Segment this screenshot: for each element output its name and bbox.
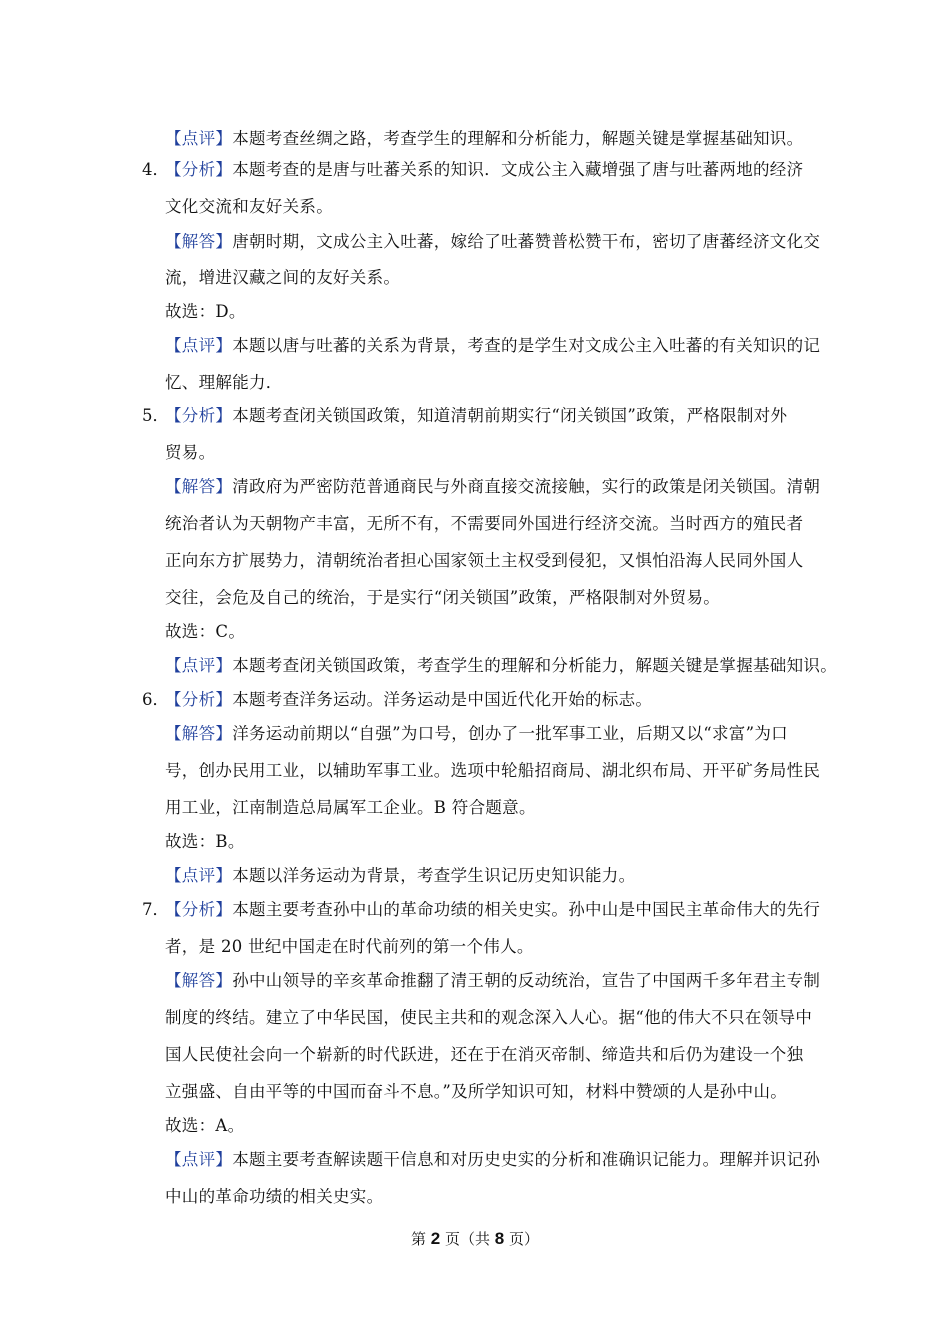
question-number: 5． xyxy=(142,406,169,425)
text-line xyxy=(165,587,720,609)
text-line xyxy=(165,335,820,357)
text-line xyxy=(165,267,400,289)
text-line xyxy=(165,655,837,677)
text-line xyxy=(165,1081,787,1103)
text-line xyxy=(165,231,820,253)
line-text: 统治者认为天朝物产丰富，无所不有，不需要同外国进行经济交流。当时西方的殖民者 xyxy=(165,514,804,533)
line-text: 本题主要考查孙中山的革命功绩的相关史实。孙中山是中国民主革命伟大的先行 xyxy=(232,900,821,919)
text-line xyxy=(165,1186,383,1208)
text-line xyxy=(165,689,652,711)
line-text: 洋务运动前期以“自强”为口号，创办了一批军事工业，后期又以“求富”为口 xyxy=(232,724,788,743)
line-text: 本题考查闭关锁国政策，知道清朝前期实行“闭关锁国”政策，严格限制对外 xyxy=(232,406,788,425)
text-line xyxy=(165,550,803,572)
text-line xyxy=(165,831,245,853)
text-line xyxy=(165,372,283,394)
analysis-tag: 【分析】 xyxy=(165,900,233,919)
line-text: 故选：A。 xyxy=(165,1116,245,1135)
line-text: 中山的革命功绩的相关史实。 xyxy=(165,1187,384,1206)
line-text: 孙中山领导的辛亥革命推翻了清王朝的反动统治，宣告了中国两千多年君主专制 xyxy=(232,971,821,990)
text-line xyxy=(165,723,788,745)
answer-tag: 【解答】 xyxy=(165,971,233,990)
line-text: 本题考查丝绸之路，考查学生的理解和分析能力，解题关键是掌握基础知识。 xyxy=(232,129,804,148)
answer-tag: 【解答】 xyxy=(165,724,233,743)
text-line xyxy=(165,797,536,819)
line-text: 本题考查的是唐与吐蕃关系的知识．文成公主入藏增强了唐与吐蕃两地的经济 xyxy=(232,160,804,179)
answer-tag: 【解答】 xyxy=(165,477,233,496)
footer-middle: 页（共 xyxy=(440,1230,495,1248)
line-text: 国人民使社会向一个崭新的时代跃进，还在于在消灭帝制、缔造共和后仍为建设一个独 xyxy=(165,1045,804,1064)
text-line xyxy=(165,1007,812,1029)
comment-tag: 【点评】 xyxy=(165,1150,233,1169)
page-total: 8 xyxy=(494,1229,505,1248)
text-line xyxy=(165,128,803,150)
text-line xyxy=(165,621,245,643)
analysis-tag: 【分析】 xyxy=(165,160,233,179)
text-line xyxy=(165,760,820,782)
line-text: 本题以洋务运动为背景，考查学生识记历史知识能力。 xyxy=(232,866,636,885)
analysis-tag: 【分析】 xyxy=(165,406,233,425)
line-text: 唐朝时期，文成公主入吐蕃，嫁给了吐蕃赞普松赞干布，密切了唐蕃经济文化交 xyxy=(232,232,821,251)
line-text: 忆、理解能力． xyxy=(165,373,283,392)
question-number: 4． xyxy=(142,160,169,179)
line-text: 者，是 20 世纪中国走在时代前列的第一个伟人。 xyxy=(165,937,534,956)
footer-suffix: 页） xyxy=(504,1230,540,1248)
text-line xyxy=(165,936,534,958)
line-text: 交往，会危及自己的统治，于是实行“闭关锁国”政策，严格限制对外贸易。 xyxy=(165,588,721,607)
analysis-tag: 【分析】 xyxy=(165,690,233,709)
footer-prefix: 第 xyxy=(410,1230,431,1248)
line-text: 本题考查闭关锁国政策，考查学生的理解和分析能力，解题关键是掌握基础知识。 xyxy=(232,656,838,675)
text-line xyxy=(165,1115,244,1137)
page-number: 2 xyxy=(430,1229,441,1248)
line-text: 用工业，江南制造总局属军工企业。B 符合题意。 xyxy=(165,798,536,817)
comment-tag: 【点评】 xyxy=(165,656,233,675)
line-text: 正向东方扩展势力，清朝统治者担心国家领土主权受到侵犯，又惧怕沿海人民同外国人 xyxy=(165,551,804,570)
text-line xyxy=(165,513,803,535)
text-line xyxy=(165,970,820,992)
line-text: 本题主要考查解读题干信息和对历史史实的分析和准确识记能力。理解并识记孙 xyxy=(232,1150,821,1169)
line-text: 故选：C。 xyxy=(165,622,246,641)
question-number: 6． xyxy=(142,690,169,709)
line-text: 清政府为严密防范普通商民与外商直接交流接触，实行的政策是闭关锁国。清朝 xyxy=(232,477,821,496)
comment-tag: 【点评】 xyxy=(165,129,233,148)
line-text: 贸易。 xyxy=(165,443,216,462)
line-text: 本题考查洋务运动。洋务运动是中国近代化开始的标志。 xyxy=(232,690,653,709)
text-line xyxy=(165,1044,803,1066)
line-text: 立强盛、自由平等的中国而奋斗不息。”及所学知识可知，材料中赞颂的人是孙中山。 xyxy=(165,1082,788,1101)
text-line xyxy=(165,196,333,218)
text-line xyxy=(165,405,787,427)
text-line xyxy=(165,899,820,921)
line-text: 流，增进汉藏之间的友好关系。 xyxy=(165,268,401,287)
page-footer xyxy=(0,1228,950,1250)
line-text: 号，创办民用工业，以辅助军事工业。选项中轮船招商局、湖北织布局、开平矿务局性民 xyxy=(165,761,821,780)
text-line xyxy=(165,159,803,181)
line-text: 文化交流和友好关系。 xyxy=(165,197,333,216)
text-line xyxy=(165,301,246,323)
line-text: 故选：B。 xyxy=(165,832,245,851)
answer-tag: 【解答】 xyxy=(165,232,233,251)
text-line xyxy=(165,1149,820,1171)
text-line xyxy=(165,442,215,464)
comment-tag: 【点评】 xyxy=(165,336,233,355)
text-line xyxy=(165,865,635,887)
question-number: 7． xyxy=(142,900,169,919)
line-text: 故选：D。 xyxy=(165,302,246,321)
line-text: 本题以唐与吐蕃的关系为背景，考查的是学生对文成公主入吐蕃的有关知识的记 xyxy=(232,336,821,355)
comment-tag: 【点评】 xyxy=(165,866,233,885)
line-text: 制度的终结。建立了中华民国，使民主共和的观念深入人心。据“他的伟大不只在领导中 xyxy=(165,1008,813,1027)
text-line xyxy=(165,476,820,498)
